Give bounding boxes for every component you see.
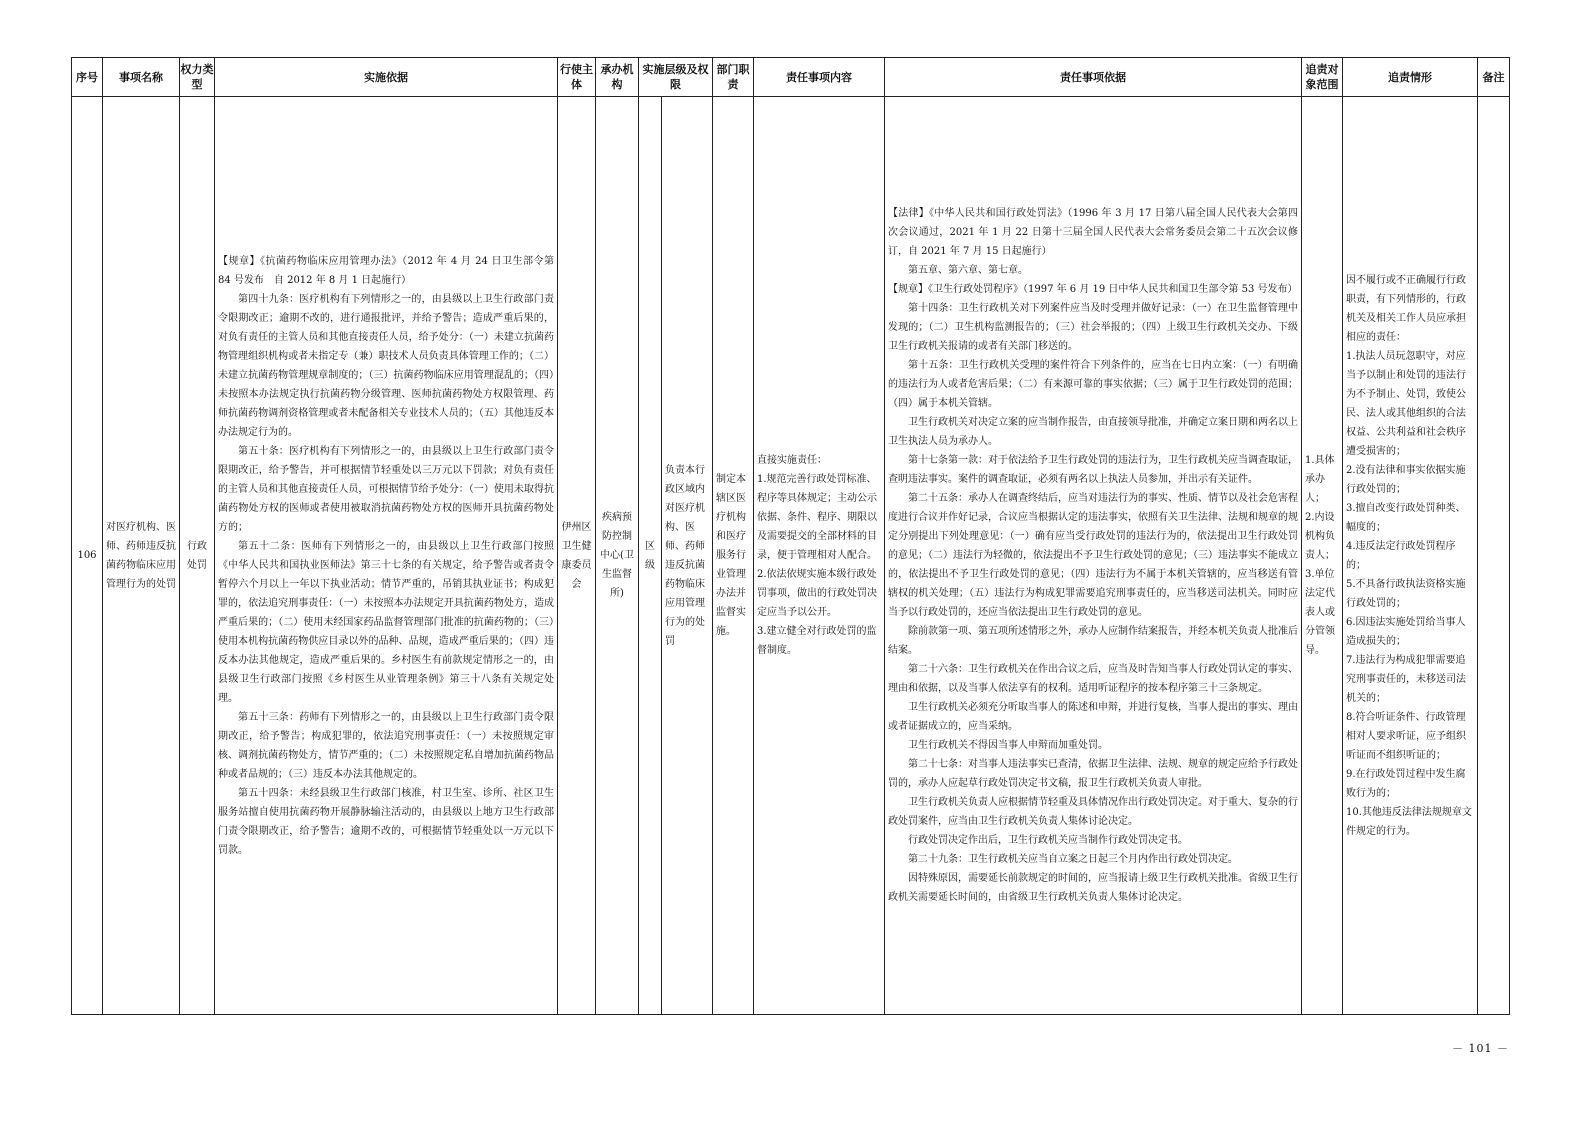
resp-basis-article: 第二十七条：对当事人违法事实已查清，依据卫生法律、法规、规章的规定应给予行政处罚的，承办人应起草行政处罚决定书文稿，报卫生行政机关负责人审批。 (888, 759, 1298, 789)
basis-heading: 【规章】《抗菌药物临床应用管理办法》（2012 年 4 月 24 日卫生部令第 84 号发布 自 2012 年 8 月 1 日起施行） (218, 255, 554, 286)
resp-basis-heading: 【规章】《卫生行政处罚程序》（1997 年 6 月 19 日中华人民共和国卫生部令第 53 号发布） (888, 284, 1298, 295)
cell-note (1478, 97, 1510, 1015)
cell-power-type: 行政处罚 (180, 97, 215, 1015)
table-row (72, 97, 1510, 1015)
resp-basis-article: 第二十九条：卫生行政机关应当自立案之日起三个月内作出行政处罚决定。 (908, 854, 1238, 865)
header-level: 实施层级及权限 (639, 58, 713, 97)
header-item-name: 事项名称 (103, 58, 180, 97)
resp-basis-article: 卫生行政机关不得因当事人申辩而加重处罚。 (908, 740, 1108, 751)
resp-basis-article: 因特殊原因，需要延长前款规定的时间的，应当报请上级卫生行政机关批准。省级卫生行政机关需要延长时间的，由省级卫生行政机关负责人集体讨论决定。 (888, 873, 1298, 903)
cell-resp-basis (885, 97, 1302, 1015)
cell-seq: 106 (72, 97, 103, 1015)
header-resp-basis: 责任事项依据 (885, 58, 1302, 97)
header-account-scope: 追责对象范围 (1302, 58, 1343, 97)
cell-resp-content: 直接实施责任： 1.规范完善行政处罚标准、程序等具体规定；主动公示依据、条件、程序、期限以及需要提交的全部材料的目录，便于管理相对人配合。 2.依法依规实施本级行政处罚事项，做出的行政处罚决定应当予以公开。 3.建立健全对行政处罚的监督制度。 (754, 97, 885, 1015)
header-dept-duty: 部门职责 (713, 58, 754, 97)
cell-account-situation: 因不履行或不正确履行行政职责，有下列情形的，行政机关及相关工作人员应承担相应的责任： 1.执法人员玩忽职守，对应当予以制止和处罚的违法行为不予制止、处罚，致使公民、法人或其他组织的合法权益、公共利益和社会秩序遭受损害的； 2.没有法律和事实依据实施行政处罚的； 3.擅自改变行政处罚种类、幅度的； 4.违反法定行政处罚程序的； 5.不具备行政执法资格实施行政处罚的； 6.因违法实施处罚给当事人造成损失的； 7.违法行为构成犯罪需要追究刑事责任的，未移送司法机关的； 8.符合听证条件、行政管理相对人要求听证，应予组织听证而不组织听证的； 9.在行政处罚过程中发生腐败行为的； 10.其他违反法律法规规章文件规定的行为。 (1343, 97, 1478, 1015)
resp-basis-article: 卫生行政机关负责人应根据情节轻重及具体情况作出行政处罚决定。对于重大、复杂的行政处罚案件，应当由卫生行政机关负责人集体讨论决定。 (888, 797, 1298, 827)
basis-article: 第五十四条：未经县级卫生行政部门核准，村卫生室、诊所、社区卫生服务站擅自使用抗菌药物开展静脉输注活动的，由县级以上地方卫生行政部门责令限期改正，给予警告；逾期不改的，可根据情节轻重处以一万元以下罚款。 (218, 787, 554, 856)
resp-basis-article: 第二十五条：承办人在调查终结后，应当对违法行为的事实、性质、情节以及社会危害程度进行合议并作好记录，合议应当根据认定的违法事实，依照有关卫生法律、法规和规章的规定分别提出下列处理意见：（一）确有应当受行政处罚的违法行为的，依法提出卫生行政处罚的意见；（二）违法行为轻微的，依法提出不予卫生行政处罚的意见；（三）违法事实不能成立的，依法提出不予卫生行政处罚的意见；（四）违法行为不属于本机关管辖的，应当移送有管辖权的机关处理；（五）违法行为构成犯罪需要追究刑事责任的，应当移送司法机关。同时应当予以行政处罚的，还应当依法提出卫生行政处罚的意见。 (888, 493, 1298, 618)
cell-dept-duty: 制定本辖区医疗机构和医疗服务行业管理办法并监督实施。 (713, 97, 754, 1015)
authority-list-table (71, 57, 1510, 1015)
cell-account-scope: 1.具体承办人； 2.内设机构负责人； 3.单位法定代表人或分管领导。 (1302, 97, 1343, 1015)
cell-level-scope: 负责本行政区域内对医疗机构、医师、药师违反抗菌药物临床应用管理行为的处罚 (662, 97, 713, 1015)
basis-article: 第四十九条：医疗机构有下列情形之一的，由县级以上卫生行政部门责令限期改正；逾期不改的，进行通报批评，并给予警告；造成严重后果的，对负有责任的主管人员和其他直接责任人员，给予处分：（一）未建立抗菌药物管理组织机构或者未指定专（兼）职技术人员负责具体管理工作的；（二）未建立抗菌药物管理规章制度的；（三）抗菌药物临床应用管理混乱的；（四）未按照本办法规定执行抗菌药物分级管理、医师抗菌药物处方权限管理、药师抗菌药物调剂资格管理或者未配备相关专业技术人员的；（五）其他违反本办法规定行为的。 (218, 293, 554, 438)
cell-item-name: 对医疗机构、医师、药师违反抗菌药物临床应用管理行为的处罚 (103, 97, 180, 1015)
header-power-type: 权力类型 (180, 58, 215, 97)
cell-basis (215, 97, 558, 1015)
resp-basis-article: 行政处罚决定作出后，卫生行政机关应当制作行政处罚决定书。 (908, 835, 1188, 846)
basis-article: 第五十三条：药师有下列情形之一的，由县级以上卫生行政部门责令限期改正，给予警告；构成犯罪的，依法追究刑事责任：（一）未按照规定审核、调剂抗菌药物处方，情节严重的；（二）未按照规定私自增加抗菌药物品种或者品规的；（三）违反本办法其他规定的。 (218, 711, 554, 780)
header-note: 备注 (1478, 58, 1510, 97)
resp-basis-article: 第十七条第一款：对于依法给予卫生行政处罚的违法行为，卫生行政机关应当调查取证，查明违法事实。案件的调查取证，必须有两名以上执法人员参加，并出示有关证件。 (888, 455, 1298, 485)
header-basis: 实施依据 (215, 58, 558, 97)
resp-basis-article: 第五章、第六章、第七章。 (908, 265, 1028, 276)
header-seq: 序号 (72, 58, 103, 97)
resp-basis-article: 卫生行政机关必须充分听取当事人的陈述和申辩，并进行复核，当事人提出的事实、理由或者证据成立的，应当采纳。 (888, 702, 1298, 732)
header-row (72, 58, 1510, 97)
header-agency: 承办机构 (596, 58, 639, 97)
header-resp-content: 责任事项内容 (754, 58, 885, 97)
resp-basis-heading: 【法律】《中华人民共和国行政处罚法》（1996 年 3 月 17 日第八届全国人民代表大会第四次会议通过，2021 年 1 月 22 日第十三届全国人民代表大会常务委员会第二十五次会议修订，自 2021 年 7 月 15 日起施行） (888, 208, 1298, 257)
page-number: － 101 － (1452, 1042, 1509, 1055)
resp-basis-article: 除前款第一项、第五项所述情形之外，承办人应制作结案报告，并经本机关负责人批准后结案。 (888, 626, 1298, 656)
header-subject: 行使主体 (558, 58, 596, 97)
cell-subject: 伊州区卫生健康委员会 (558, 97, 596, 1015)
basis-article: 第五十二条：医师有下列情形之一的，由县级以上卫生行政部门按照《中华人民共和国执业医师法》第三十七条的有关规定，给予警告或者责令暂停六个月以上一年以下执业活动；情节严重的，吊销其执业证书；构成犯罪的，依法追究刑事责任：（一）未按照本办法规定开具抗菌药物处方，造成严重后果的；（二）使用未经国家药品监督管理部门批准的抗菌药物的；（三）使用本机构抗菌药物供应目录以外的品种、品规，造成严重后果的；（四）违反本办法其他规定，造成严重后果的。乡村医生有前款规定情形之一的，由县级卫生行政部门按照《乡村医生从业管理条例》第三十八条有关规定处理。 (218, 540, 554, 704)
resp-basis-article: 第十五条：卫生行政机关受理的案件符合下列条件的，应当在七日内立案：（一）有明确的违法行为人或者危害后果；（二）有来源可靠的事实依据；（三）属于卫生行政处罚的范围；（四）属于本机关管辖。 (888, 360, 1298, 409)
resp-basis-article: 卫生行政机关对决定立案的应当制作报告，由直接领导批准，并确定立案日期和两名以上卫生执法人员为承办人。 (888, 417, 1298, 447)
resp-basis-article: 第十四条：卫生行政机关对下列案件应当及时受理并做好记录：（一）在卫生监督管理中发现的；（二）卫生机构监测报告的；（三）社会举报的；（四）上级卫生行政机关交办、下级卫生行政机关报请的或者有关部门移送的。 (888, 303, 1298, 352)
cell-level: 区级 (639, 97, 662, 1015)
header-account-situation: 追责情形 (1343, 58, 1478, 97)
cell-agency: 疾病预防控制中心(卫生监督所) (596, 97, 639, 1015)
resp-basis-article: 第二十六条：卫生行政机关在作出合议之后，应当及时告知当事人行政处罚认定的事实、理由和依据，以及当事人依法享有的权利。适用听证程序的按本程序第三十三条规定。 (888, 664, 1298, 694)
basis-article: 第五十条：医疗机构有下列情形之一的，由县级以上卫生行政部门责令限期改正，给予警告，并可根据情节轻重处以三万元以下罚款；对负有责任的主管人员和其他直接责任人员，可根据情节给予处分：（一）使用未取得抗菌药物处方权的医师或者使用被取消抗菌药物处方权的医师开具抗菌药物处方的； (218, 445, 554, 533)
